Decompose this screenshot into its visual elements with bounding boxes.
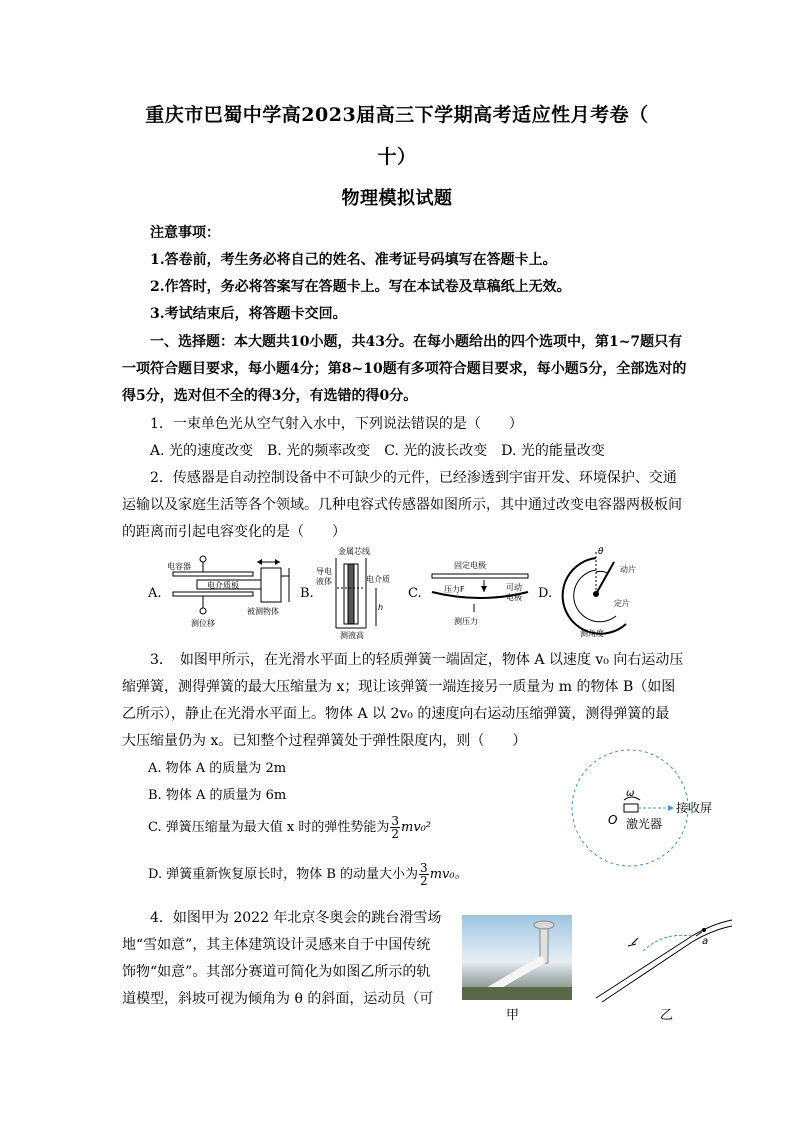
fraction-denominator: 2 <box>391 827 399 841</box>
option-d-formula: mv₀。 <box>429 867 468 882</box>
figure-label-c: C. <box>408 586 422 601</box>
question-3-line: 缩弹簧，测得弹簧的最大压缩量为 x；现让该弹簧一端连接另一质量为 m 的物体 B（如图 <box>122 679 676 695</box>
question-4-line: 道模型，斜坡可视为倾角为 θ 的斜面，运动员（可 <box>122 991 434 1007</box>
fig-a-text: 测位移 <box>191 619 215 628</box>
laser-label: 激光器 <box>626 817 663 831</box>
fig-b-text: 液体 <box>316 577 332 586</box>
question-3-option-c <box>148 815 431 840</box>
fraction <box>419 862 429 887</box>
section-intro-line: 得5分，选对但不全的得3分，有选错的得0分。 <box>122 388 418 404</box>
fig-c-text: 可动 <box>506 583 522 592</box>
exam-title-line1: 重庆市巴蜀中学高2023届高三下学期高考适应性月考卷（ <box>145 104 649 126</box>
screen-label: 接收屏 <box>676 801 713 815</box>
ski-track-figure <box>592 912 742 1007</box>
exam-title-line2: 十） <box>377 146 417 168</box>
figure-label-d: D. <box>538 586 553 601</box>
option-c-formula: mv₀² <box>401 820 432 835</box>
question-4-line: 饰物“如意”。其部分赛道可简化为如图乙所示的轨 <box>122 964 431 980</box>
capacitor-level-figure <box>314 544 404 640</box>
fig-b-text: 金属芯线 <box>338 547 370 556</box>
omega-label: ω <box>626 788 635 799</box>
fig-b-text: 导电 <box>316 567 332 576</box>
fraction-numerator: 3 <box>391 814 399 828</box>
question-1-options: A. 光的速度改变 B. 光的频率改变 C. 光的波长改变 D. 光的能量改变 <box>150 443 605 459</box>
fig-c-text: 测压力 <box>454 617 478 626</box>
fig-c-text: 电极 <box>506 593 522 602</box>
section-intro-line: 一项符合题目要求，每小题4分；第8~10题有多项符合题目要求，每小题5分，全部选对的 <box>122 361 687 377</box>
fig-d-text: 定片 <box>614 599 630 608</box>
exam-subtitle: 物理模拟试题 <box>341 188 453 209</box>
ski-jump-structure <box>462 915 572 1000</box>
question-3-line: 大压缩量仍为 x。已知整个过程弹簧处于弹性限度内，则（ ） <box>122 733 527 749</box>
fig-a-text: 被测物体 <box>247 607 279 616</box>
notes-heading: 注意事项： <box>150 225 220 241</box>
fig-b-text: h <box>378 603 384 612</box>
option-c-text: C. 弹簧压缩量为最大值 x 时的弹性势能为 <box>148 820 390 835</box>
figure-label-b: B. <box>300 586 314 601</box>
fig-a-text: 电介质板 <box>207 581 239 590</box>
origin-label: O <box>608 813 618 827</box>
capacitor-angle-figure <box>556 544 656 640</box>
question-1-stem: 1．一束单色光从空气射入水中，下列说法错误的是（ ） <box>150 416 523 432</box>
fig-b-text: 测液高 <box>340 631 364 640</box>
fig-d-text: 动片 <box>620 565 636 574</box>
question-4-line: 4．如图甲为 2022 年北京冬奥会的跳台滑雪场 <box>150 910 442 926</box>
notes-item: 3.考试结束后，将答题卡交回。 <box>150 306 347 322</box>
fig-a-text: 电容器 <box>167 562 191 571</box>
fig-d-text: θ <box>598 547 604 557</box>
option-d-text: D. 弹簧重新恢复原长时，物体 B 的动量大小为 <box>148 867 419 882</box>
ski-jump-photo <box>462 915 572 1000</box>
capacitor-displacement-figure <box>165 550 300 632</box>
fig-c-text: 固定电极 <box>454 561 486 570</box>
question-2-line: 运输以及家庭生活等各个领域。几种电容式传感器如图所示，其中通过改变电容器两极板间 <box>122 497 682 513</box>
fraction <box>390 815 400 840</box>
section-intro-line: 一、选择题：本大题共10小题，共43分。在每小题给出的四个选项中，第1~7题只有 <box>150 334 683 350</box>
capacitor-pressure-figure <box>424 552 534 632</box>
figure-label-yi: 乙 <box>660 1008 674 1023</box>
laser-rotation-figure <box>560 748 750 868</box>
figure-label-a: A. <box>148 586 162 601</box>
figure-label-jia: 甲 <box>506 1008 520 1023</box>
point-a-label: a <box>702 936 709 947</box>
question-4-line: 地“雪如意”，其主体建筑设计灵感来自于中国传统 <box>122 937 431 953</box>
question-3-line: 3． 如图甲所示，在光滑水平面上的轻质弹簧一端固定，物体 A 以速度 v₀ 向右运动压 <box>150 652 684 668</box>
notes-item: 1.答卷前，考生务必将自己的姓名、准考证号码填写在答题卡上。 <box>150 252 557 268</box>
question-3-option-b: B. 物体 A 的质量为 6m <box>148 788 287 803</box>
question-3-option-a: A. 物体 A 的质量为 2m <box>148 761 287 776</box>
question-3-line: 乙所示），静止在光滑水平面上。物体 A 以 2v₀ 的速度向右运动压缩弹簧，测得弹簧的最 <box>122 706 670 722</box>
fig-b-text: 电介质 <box>366 575 390 584</box>
question-2-line: 2．传感器是自动控制设备中不可缺少的元件，已经渗透到宇宙开发、环境保护、交通 <box>150 470 677 486</box>
question-2-line: 的距离而引起电容变化的是（ ） <box>122 524 346 540</box>
question-3-option-d <box>148 862 468 887</box>
fig-d-text: 测角度 <box>580 629 604 638</box>
fraction-numerator: 3 <box>420 861 428 875</box>
fig-c-text: 压力F <box>444 585 465 594</box>
fraction-denominator: 2 <box>420 874 428 888</box>
notes-item: 2.作答时，务必将答案写在答题卡上。写在本试卷及草稿纸上无效。 <box>150 279 571 295</box>
